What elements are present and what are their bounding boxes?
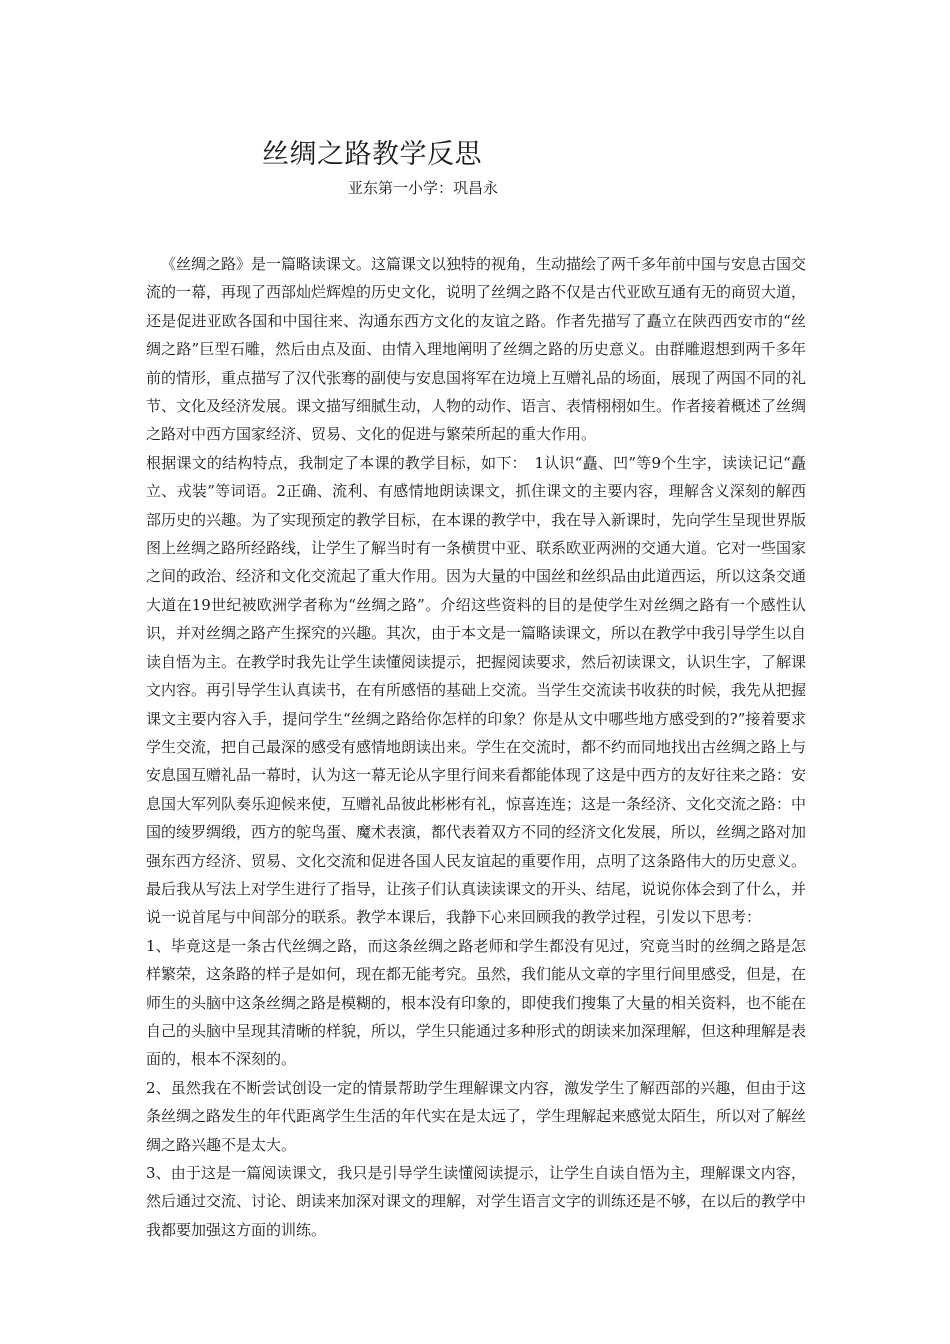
paragraph-objectives: 根据课文的结构特点，我制定了本课的教学目标，如下： 1认识“矗、凹”等9个生字，读读记记“矗立、戎装”等词语。2正确、流利、有感情地朗读课文，抓住课文的主要内容，理解含义深刻的解西部历史的兴趣。为了实现预定的教学目标，在本课的教学中，我在导入新课时，先向学生呈现世界版图上丝绸之路所经路线，让学生了解当时有一条横贯中亚、联系欧亚两洲的交通大道。它对一些国家之间的政治、经济和文化交流起了重大作用。因为大量的中国丝和丝织品由此道西运，所以这条交通大道在19世纪被欧洲学者称为“丝绸之路”。介绍这些资料的目的是使学生对丝绸之路有一个感性认识，并对丝绸之路产生探究的兴趣。其次，由于本文是一篇略读课文，所以在教学中我引导学生以自读自悟为主。在教学时我先让学生读懂阅读提示，把握阅读要求，然后初读课文，认识生字，了解课文内容。再引导学生认真读书，在有所感悟的基础上交流。当学生交流读书收获的时候，我先从把握课文主要内容入手，提问学生“丝绸之路给你怎样的印象？你是从文中哪些地方感受到的?”接着要求学生交流，把自己最深的感受有感情地朗读出来。学生在交流时，都不约而同地找出古丝绸之路上与安息国互赠礼品一幕时，认为这一幕无论从字里行间来看都能体现了这是中西方的友好往来之路：安息国大军列队奏乐迎候来使，互赠礼品彼此彬彬有礼，惊喜连连；这是一条经济、文化交流之路：中国的绫罗绸缎，西方的鸵鸟蛋、魔术表演，都代表着双方不同的经济文化发展，所以，丝绸之路对加强东西方经济、贸易、文化交流和促进各国人民友谊起的重要作用，点明了这条路伟大的历史意义。最后我从写法上对学生进行了指导，让孩子们认真读读课文的开头、结尾，说说你体会到了什么，并说一说首尾与中间部分的联系。教学本课后，我静下心来回顾我的教学过程，引发以下思考： [146, 453, 807, 927]
author-line: 亚东第一小学：巩昌永 [348, 179, 499, 197]
paragraph-reflection-3: 3、由于这是一篇阅读课文，我只是引导学生读懂阅读提示，让学生自读自悟为主，理解课文内容，然后通过交流、讨论、朗读来加深对课文的理解，对学生语言文字的训练还是不够，在以后的教学中我都要加强这方面的训练。 [146, 1164, 807, 1239]
paragraph-reflection-1: 1、毕竟这是一条古代丝绸之路，而这条丝绸之路老师和学生都没有见过，究竟当时的丝绸之路是怎样繁荣，这条路的样子是如何，现在都无能考究。虽然，我们能从文章的字里行间里感受，但是，在师生的头脑中这条丝绸之路是模糊的，根本没有印象的，即使我们搜集了大量的相关资料，也不能在自己的头脑中呈现其清晰的样貌，所以，学生只能通过多种形式的朗读来加深理解，但这种理解是表面的，根本不深刻的。 [146, 936, 807, 1069]
document-title: 丝绸之路教学反思 [262, 139, 482, 170]
paragraph-reflection-2: 2、虽然我在不断尝试创设一定的情景帮助学生理解课文内容，激发学生了解西部的兴趣，但由于这条丝绸之路发生的年代距离学生生活的年代实在是太远了，学生理解起来感觉太陌生，所以对了解丝绸之路兴趣不是太大。 [146, 1078, 807, 1154]
paragraph-intro: 《丝绸之路》是一篇略读课文。这篇课文以独特的视角，生动描绘了两千多年前中国与安息古国交流的一幕，再现了西部灿烂辉煌的历史文化，说明了丝绸之路不仅是古代亚欧互通有无的商贸大道，还是促进亚欧各国和中国往来、沟通东西方文化的友谊之路。作者先描写了矗立在陕西西安市的“丝绸之路”巨型石雕，然后由点及面、由情入理地阐明了丝绸之路的历史意义。由群雕遐想到两千多年前的情形，重点描写了汉代张骞的副使与安息国将军在边境上互赠礼品的场面，展现了两国不同的礼节、文化及经济发展。课文描写细腻生动，人物的动作、语言、表情栩栩如生。作者接着概述了丝绸之路对中西方国家经济、贸易、文化的促进与繁荣所起的重大作用。 [146, 255, 807, 444]
document-body [146, 250, 806, 1244]
